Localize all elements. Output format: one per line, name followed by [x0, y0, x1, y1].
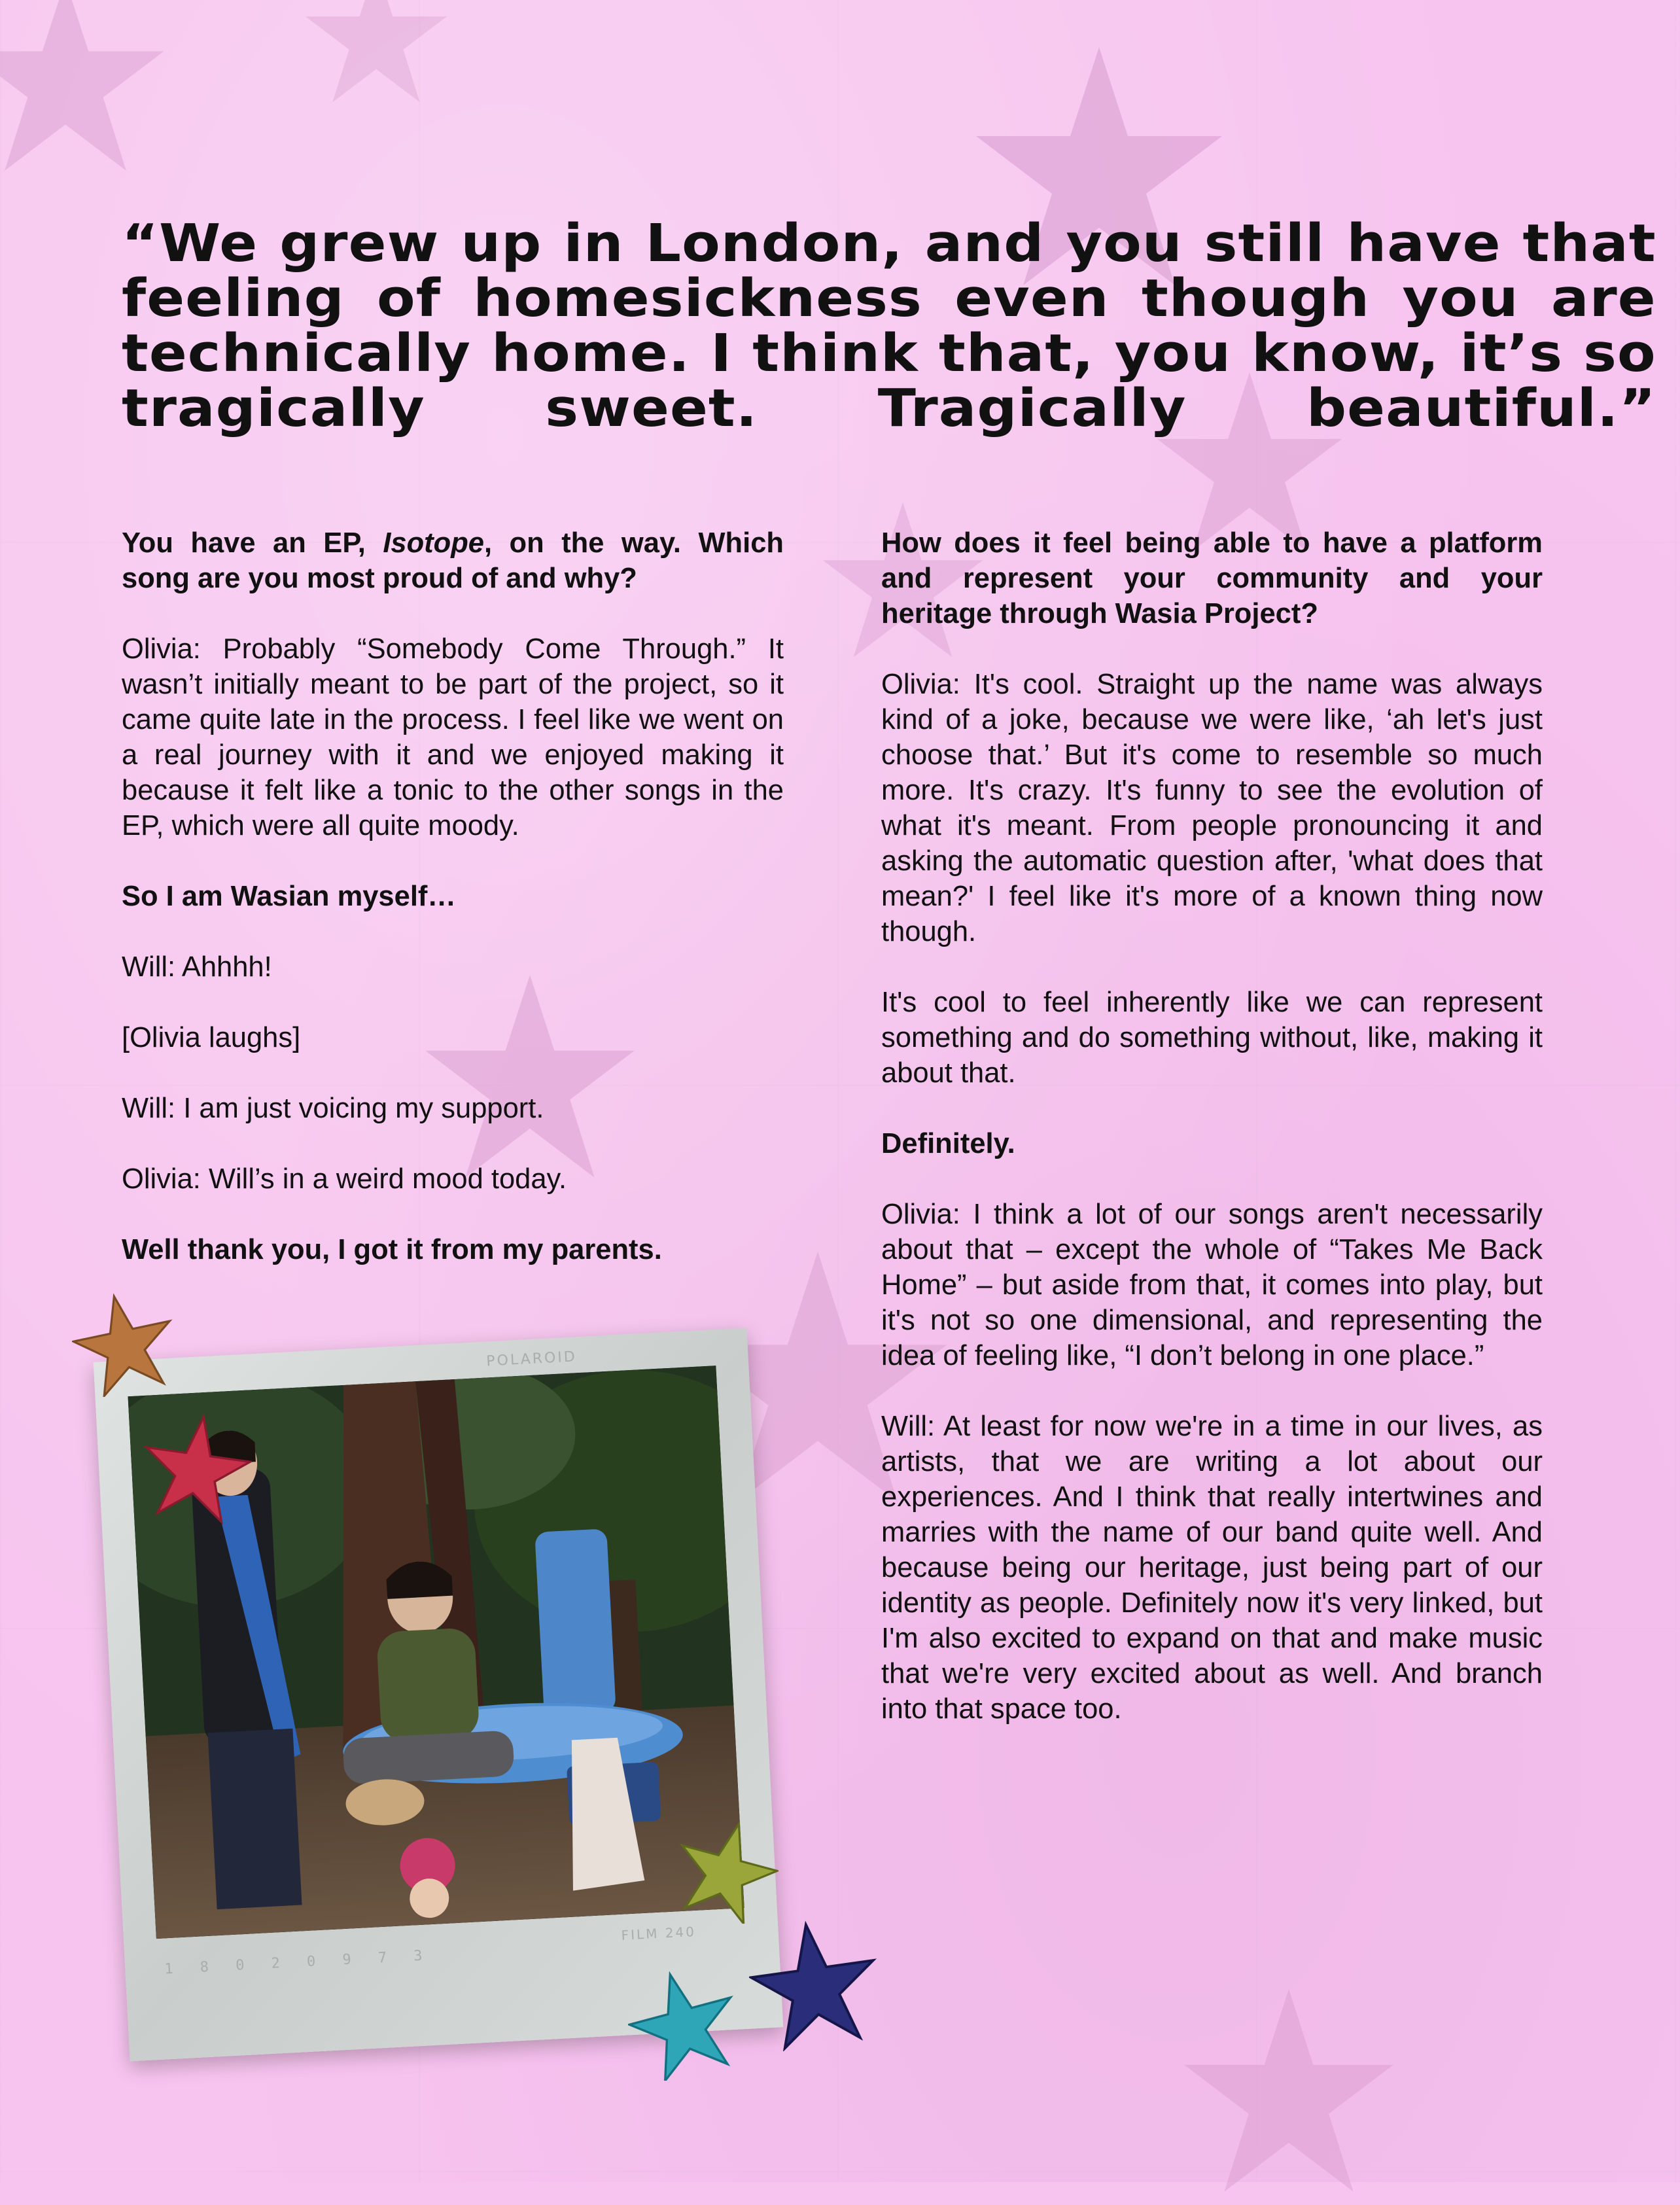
question-text: , on the way. Which song are you most proud of and why? — [122, 527, 784, 594]
answer-paragraph: Olivia: Probably “Somebody Come Through.” It wasn’t initially meant to be part of the project, so it came quite late in the process. I feel like we went on a real journey with it and we enjoyed making it because it felt like a tonic to the other songs in the EP, which were all quite moody. — [122, 633, 784, 841]
answer-paragraph: Will: Ahhhh! — [122, 951, 272, 983]
question-ep — [122, 525, 784, 596]
background-star-icon — [1178, 1983, 1400, 2205]
question-wasian: So I am Wasian myself… — [122, 881, 456, 912]
answer-paragraph: Olivia: Will’s in a weird mood today. — [122, 1163, 567, 1195]
bronze-glitter-star-icon — [72, 1292, 177, 1397]
green-glitter-star-icon — [674, 1819, 779, 1924]
polaroid-brand: POLAROID — [485, 1349, 578, 1370]
background-star-icon — [301, 0, 451, 111]
answer-paragraph: Olivia: It's cool. Straight up the name was always kind of a joke, because we were like, ‘ah let's just choose that.’ But it's come to resemble so much more. It's crazy. It's funny to see the evolution of what it's meant. From people pronouncing it and asking the automatic question after, 'what does that mean?' I feel like it's more of a known thing now though. — [881, 669, 1543, 947]
red-glitter-star-icon — [141, 1413, 252, 1525]
navy-glitter-star-icon — [749, 1920, 880, 2051]
polaroid-film-label: FILM 240 — [621, 1923, 697, 1943]
question-parents: Well thank you, I got it from my parents. — [122, 1234, 662, 1265]
polaroid-serial: 1 8 0 2 0 9 7 3 — [164, 1947, 432, 1978]
answer-paragraph: Will: I am just voicing my support. — [122, 1093, 544, 1124]
question-definitely: Definitely. — [881, 1128, 1015, 1159]
answer-paragraph: [Olivia laughs] — [122, 1022, 301, 1053]
question-text: You have an EP, — [122, 527, 383, 559]
pull-quote: “We grew up in London, and you still have that feeling of homesickness even though you are technically home. I think that, you know, it’s so tragically sweet. Tragically beautiful.” — [122, 213, 1656, 438]
question-platform: How does it feel being able to have a platform and represent your community and your heritage through Wasia Project? — [881, 527, 1543, 629]
left-column — [122, 525, 784, 1303]
right-column — [881, 525, 1543, 1762]
answer-paragraph: Will: At least for now we're in a time in our lives, as artists, that we are writing a lot about our experiences. And I think that really intertwines and marries with the name of our band quite well. And because being our heritage, just being part of our identity as people. Definitely now it's very linked, but I'm also excited to expand on that and make music that we're very excited about as well. And branch into that space too. — [881, 1411, 1543, 1725]
ep-title: Isotope — [383, 527, 484, 559]
answer-paragraph: Olivia: I think a lot of our songs aren't necessarily about that – except the whole of “Takes Me Back Home” – but aside from that, it comes into play, but it's not so one dimensional, and representing the idea of feeling like, “I don’t belong in one place.” — [881, 1199, 1543, 1371]
background-star-icon — [0, 0, 170, 183]
answer-paragraph: It's cool to feel inherently like we can represent something and do something without, like, making it about that. — [881, 987, 1543, 1089]
teal-glitter-star-icon — [628, 1969, 739, 2081]
